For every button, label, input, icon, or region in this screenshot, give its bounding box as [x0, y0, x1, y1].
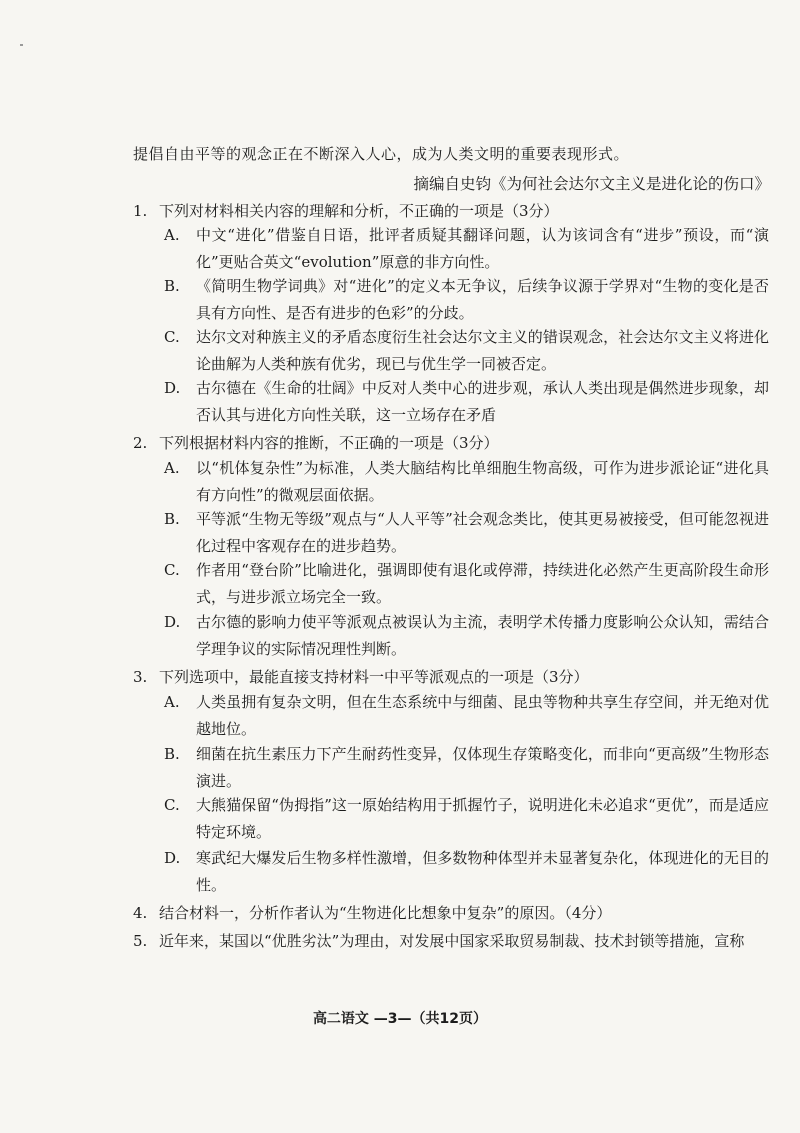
question-text: 结合材料一，分析作者认为“生物进化比想象中复杂”的原因。（4分） [159, 904, 612, 922]
option-label: A. [164, 693, 180, 711]
question-1-option-d [164, 375, 769, 429]
question-2-option-d [164, 609, 769, 663]
question-1-stem [133, 200, 559, 221]
question-2-stem [133, 432, 499, 453]
option-text: 《简明生物学词典》对“进化”的定义本无争议，后续争议源于学界对“生物的变化是否具有方向性、是否有进步的色彩”的分歧。 [196, 277, 769, 322]
question-number: 1. [133, 202, 148, 220]
material-closing-line: 提倡自由平等的观念正在不断深入人心，成为人类文明的重要表现形式。 [133, 145, 630, 163]
question-text: 下列对材料相关内容的理解和分析，不正确的一项是（3分） [159, 202, 559, 220]
question-1-option-a [164, 222, 769, 276]
question-3-option-c [164, 792, 769, 846]
option-text: 作者用“登台阶”比喻进化，强调即使有退化或停滞，持续进化必然产生更高阶段生命形式，与进步派立场完全一致。 [196, 561, 769, 606]
option-text: 中文“进化”借鉴自日语，批评者质疑其翻译问题，认为该词含有“进步”预设，而“演化”更贴合英文“evolution”原意的非方向性。 [196, 226, 769, 271]
question-4-stem [133, 902, 611, 923]
option-text: 古尔德在《生命的壮阔》中反对人类中心的进步观，承认人类出现是偶然进步现象，却否认其与进化方向性关联，这一立场存在矛盾 [196, 379, 769, 424]
option-text: 人类虽拥有复杂文明，但在生态系统中与细菌、昆虫等物种共享生存空间，并无绝对优越地位。 [196, 693, 769, 738]
option-text: 寒武纪大爆发后生物多样性激增，但多数物种体型并未显著复杂化，体现进化的无目的性。 [196, 849, 769, 894]
option-label: C. [164, 561, 180, 579]
material-source: 摘编自史钧《为何社会达尔文主义是进化论的伤口》 [413, 175, 770, 193]
question-number: 2. [133, 434, 148, 452]
option-label: D. [164, 613, 181, 631]
question-3-stem [133, 666, 589, 687]
question-text: 近年来，某国以“优胜劣汰”为理由，对发展中国家采取贸易制裁、技术封锁等措施，宣称 [159, 932, 745, 950]
question-5-stem [133, 930, 744, 951]
scan-speck [20, 44, 23, 46]
option-text: 达尔文对种族主义的矛盾态度衍生社会达尔文主义的错误观念，社会达尔文主义将进化论曲解为人类种族有优劣，现已与优生学一同被否定。 [196, 328, 769, 373]
option-label: B. [164, 277, 180, 295]
option-text: 平等派“生物无等级”观点与“人人平等”社会观念类比，使其更易被接受，但可能忽视进化过程中客观存在的进步趋势。 [196, 510, 769, 555]
option-label: A. [164, 226, 180, 244]
option-text: 大熊猫保留“伪拇指”这一原始结构用于抓握竹子，说明进化未必追求“更优”，而是适应特定环境。 [196, 796, 769, 841]
option-label: A. [164, 459, 180, 477]
question-number: 5. [133, 932, 148, 950]
question-2-option-b [164, 506, 769, 560]
question-3-option-d [164, 845, 769, 899]
question-number: 4. [133, 904, 148, 922]
option-label: D. [164, 379, 181, 397]
option-text: 以“机体复杂性”为标准，人类大脑结构比单细胞生物高级，可作为进步派论证“进化具有方向性”的微观层面依据。 [196, 459, 769, 504]
question-2-option-c [164, 557, 769, 611]
option-label: B. [164, 745, 180, 763]
question-1-option-c [164, 324, 769, 378]
option-label: B. [164, 510, 180, 528]
option-label: C. [164, 328, 180, 346]
question-2-option-a [164, 455, 769, 509]
option-label: D. [164, 849, 181, 867]
question-number: 3. [133, 668, 148, 686]
option-text: 细菌在抗生素压力下产生耐药性变异，仅体现生存策略变化，而非向“更高级”生物形态演进。 [196, 745, 769, 790]
option-label: C. [164, 796, 180, 814]
question-text: 下列选项中，最能直接支持材料一中平等派观点的一项是（3分） [159, 668, 589, 686]
option-text: 古尔德的影响力使平等派观点被误认为主流，表明学术传播力度影响公众认知，需结合学理争议的实际情况理性判断。 [196, 613, 769, 658]
question-text: 下列根据材料内容的推断，不正确的一项是（3分） [159, 434, 499, 452]
page-footer: 高二语文 —3—（共12页） [312, 1011, 488, 1027]
question-3-option-a [164, 689, 769, 743]
question-1-option-b [164, 273, 769, 327]
question-3-option-b [164, 741, 769, 795]
